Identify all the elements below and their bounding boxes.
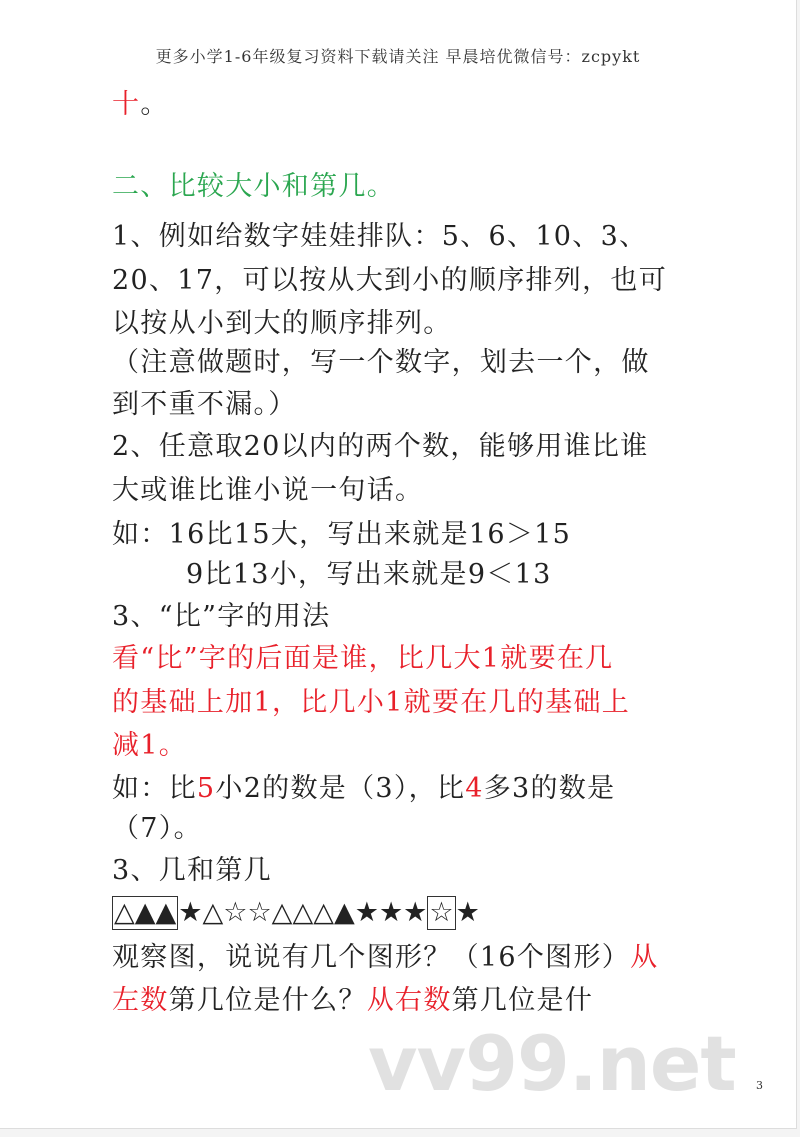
red-text: 从: [630, 942, 659, 973]
text-line: （7）。: [112, 813, 202, 844]
text-line: 大或谁比谁小说一句话。: [112, 475, 424, 506]
text-line: 3、“比”字的用法: [112, 601, 331, 632]
red-text: 左数: [112, 985, 169, 1016]
text-line: 以按从小到大的顺序排列。: [112, 308, 452, 339]
red-text-line: 看“比”字的后面是谁，比几大1就要在几: [112, 643, 614, 674]
text-line: 2、任意取20以内的两个数，能够用谁比谁: [112, 431, 649, 462]
red-text: 十: [112, 89, 141, 120]
text-line: （注意做题时，写一个数字，划去一个，做: [112, 347, 650, 378]
text-line: [112, 941, 658, 975]
text: 如：比: [112, 773, 197, 804]
shape-sequence: [112, 896, 480, 930]
shapes: ★△☆☆△△△▲★★★: [178, 897, 428, 928]
boxed-shapes: △▲▲: [114, 897, 177, 928]
text: 多3的数是: [483, 773, 616, 804]
text-line: 如：16比15大，写出来就是16＞15: [112, 519, 572, 550]
star-icon: ★: [455, 897, 480, 928]
text-line: 20、17，可以按从大到小的顺序排列，也可: [112, 265, 668, 296]
text-line: [112, 88, 169, 122]
page-number: 3: [756, 1079, 763, 1092]
text-line: [112, 984, 593, 1018]
text-line: 1、例如给数字娃娃排队：5、6、10、3、: [112, 221, 648, 252]
text: 第几位是什么？: [168, 985, 367, 1016]
text: 。: [140, 89, 169, 120]
red-number: 5: [196, 773, 216, 804]
text-line: 9比13小，写出来就是9＜13: [186, 559, 552, 590]
text: 观察图，说说有几个图形？（16个图形）: [112, 942, 631, 973]
text: 第几位是什: [451, 985, 594, 1016]
page-header: 更多小学1-6年级复习资料下载请关注 早晨培优微信号：zcpykt: [155, 47, 641, 66]
section-heading: 二、比较大小和第几。: [112, 171, 395, 202]
red-text-line: 的基础上加1，比几小1就要在几的基础上: [112, 687, 631, 718]
text-line: 3、几和第几: [112, 855, 272, 886]
text: 小2的数是（3），比: [215, 773, 466, 804]
text-line: [112, 772, 615, 806]
watermark: vv99.net: [368, 1019, 736, 1108]
red-text-line: 减1。: [112, 730, 188, 761]
red-text: 从右数: [366, 985, 452, 1016]
red-number: 4: [465, 773, 484, 804]
boxed-star-icon: ☆: [429, 897, 454, 928]
text-line: 到不重不漏。）: [112, 389, 297, 420]
